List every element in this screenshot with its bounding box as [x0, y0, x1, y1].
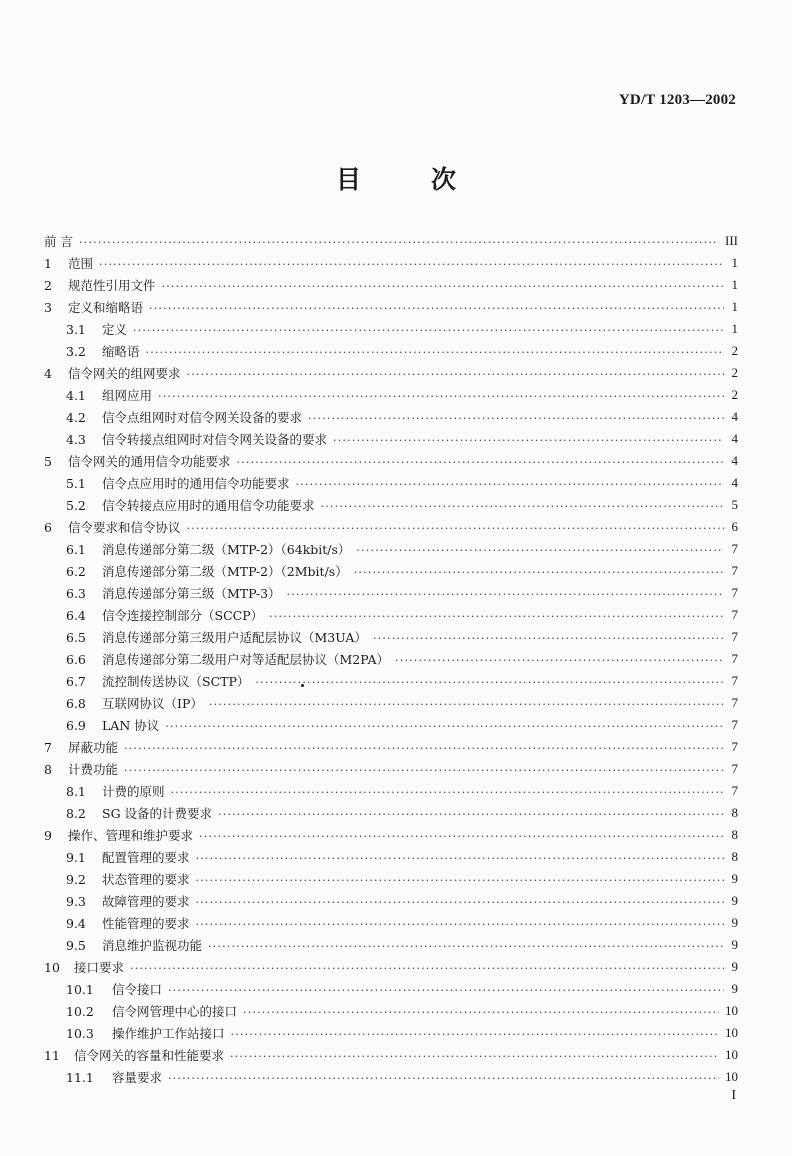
toc-entry-label: 操作、管理和维护要求	[68, 828, 194, 843]
toc-entry-number: 9.5	[66, 937, 86, 953]
toc-entry[interactable]	[44, 626, 738, 648]
toc-leader-dots	[187, 368, 724, 381]
toc-entry-page: 7	[731, 761, 738, 776]
toc-entry-page: 1	[731, 255, 738, 270]
toc-leader-dots	[308, 412, 724, 425]
toc-entry-page: 7	[731, 651, 738, 666]
toc-entry-number: 10.2	[66, 1003, 94, 1019]
toc-entry-label: 消息传递部分第三级（MTP-3）	[102, 586, 281, 601]
toc-entry-number: 9.1	[66, 849, 86, 865]
toc-entry[interactable]	[44, 692, 738, 714]
toc-leader-dots	[196, 896, 724, 909]
toc-entry-number: 11	[44, 1047, 60, 1063]
toc-entry-number: 9.2	[66, 871, 86, 887]
toc-entry[interactable]	[44, 1044, 738, 1066]
toc-entry[interactable]	[44, 758, 738, 780]
toc-entry-number: 4.2	[66, 409, 86, 425]
toc-entry-number: 10	[44, 959, 60, 975]
toc-entry-page: 7	[731, 541, 738, 556]
toc-entry-number: 5.1	[66, 475, 86, 491]
toc-entry-number: 4	[44, 365, 52, 381]
toc-entry[interactable]	[44, 912, 738, 934]
toc-entry[interactable]	[44, 802, 738, 824]
toc-entry[interactable]	[44, 736, 738, 758]
toc-entry-page: 7	[731, 563, 738, 578]
toc-entry-label: 流控制传送协议（SCTP）	[102, 674, 250, 689]
toc-entry-number: 5	[44, 453, 52, 469]
toc-entry-label: 信令网关的组网要求	[68, 366, 181, 381]
toc-entry-label: 消息传递部分第三级用户适配层协议（M3UA）	[102, 630, 367, 645]
toc-entry-number: 11.1	[66, 1069, 94, 1085]
toc-entry-page: 8	[731, 827, 738, 842]
toc-leader-dots	[187, 522, 724, 535]
toc-entry-page: 4	[731, 475, 738, 490]
toc-entry[interactable]	[44, 780, 738, 802]
toc-entry[interactable]	[44, 648, 738, 670]
toc-entry[interactable]	[44, 670, 738, 692]
toc-leader-dots	[356, 544, 724, 557]
toc-entry[interactable]	[44, 1000, 738, 1022]
toc-entry-page: 7	[731, 673, 738, 688]
toc-entry-number: 6.8	[66, 695, 86, 711]
toc-entry-number: 8.1	[66, 783, 86, 799]
toc-entry-label: 范围	[68, 256, 94, 271]
toc-entry[interactable]	[44, 450, 738, 472]
toc-entry[interactable]	[44, 846, 738, 868]
toc-entry-number: 8.2	[66, 805, 86, 821]
toc-entry[interactable]	[44, 934, 738, 956]
toc-entry-number: 6.6	[66, 651, 86, 667]
toc-entry-number: 6.7	[66, 673, 86, 689]
toc-entry-number: 6.9	[66, 717, 86, 733]
toc-entry-number: 4.3	[66, 431, 86, 447]
toc-entry-label: 消息维护监视功能	[102, 938, 203, 953]
toc-entry[interactable]	[44, 868, 738, 890]
toc-entry[interactable]	[44, 274, 738, 296]
toc-entry-label: 性能管理的要求	[102, 916, 190, 931]
toc-leader-dots	[146, 346, 724, 359]
toc-entry-page: 8	[731, 805, 738, 820]
toc-entry-page: 7	[731, 695, 738, 710]
toc-entry-page: 8	[731, 849, 738, 864]
toc-entry-page: 9	[731, 893, 738, 908]
toc-entry-page: 10	[725, 1069, 738, 1084]
toc-leader-dots	[196, 852, 724, 865]
toc-entry-number: 4.1	[66, 387, 86, 403]
toc-entry-label: 信令点组网时对信令网关设备的要求	[102, 410, 303, 425]
toc-entry[interactable]	[44, 296, 738, 318]
toc-entry-page: 4	[731, 431, 738, 446]
toc-entry[interactable]	[44, 1066, 738, 1088]
toc-leader-dots	[255, 676, 724, 689]
toc-leader-dots	[269, 610, 724, 623]
toc-entry-label: 信令转接点组网时对信令网关设备的要求	[102, 432, 328, 447]
toc-entry[interactable]	[44, 1022, 738, 1044]
toc-entry-label: 定义	[102, 322, 128, 337]
toc-entry-label: 信令连接控制部分（SCCP）	[102, 608, 264, 623]
toc-entry-page: 7	[731, 607, 738, 622]
toc-entry-number: 2	[44, 277, 52, 293]
toc-entry[interactable]	[44, 384, 738, 406]
toc-entry-number: 7	[44, 739, 52, 755]
toc-entry-page: 2	[731, 387, 738, 402]
toc-entry-page: 2	[731, 343, 738, 358]
toc-entry-page: 9	[731, 871, 738, 886]
toc-entry-page: 7	[731, 629, 738, 644]
toc-entry[interactable]	[44, 516, 738, 538]
scan-speck	[301, 684, 304, 687]
toc-entry-number: 10.1	[66, 981, 94, 997]
toc-leader-dots	[218, 808, 724, 821]
toc-entry-number: 3	[44, 299, 52, 315]
toc-entry-label: 消息传递部分第二级（MTP-2）（64kbit/s）	[102, 542, 351, 557]
toc-entry[interactable]	[44, 560, 738, 582]
toc-entry-label: 操作维护工作站接口	[112, 1026, 225, 1041]
toc-entry-number: 6.3	[66, 585, 86, 601]
toc-entry-number: 3.1	[66, 321, 86, 337]
toc-leader-dots	[199, 830, 724, 843]
toc-leader-dots	[124, 742, 724, 755]
toc-entry-label: 容量要求	[112, 1070, 163, 1085]
toc-entry-number: 6	[44, 519, 52, 535]
toc-entry-page: 9	[731, 959, 738, 974]
toc-leader-dots	[133, 324, 724, 337]
toc-entry-page: 7	[731, 739, 738, 754]
toc-entry-page: 9	[731, 915, 738, 930]
title-char-1: 目	[335, 165, 361, 194]
toc-entry-number: 6.5	[66, 629, 86, 645]
toc-entry-label: 信令转接点应用时的通用信令功能要求	[102, 498, 315, 513]
toc-entry-label: 互联网协议（IP）	[102, 696, 203, 711]
toc-entry-label: LAN 协议	[102, 718, 160, 733]
toc-entry[interactable]	[44, 428, 738, 450]
toc-entry-page: 4	[731, 409, 738, 424]
toc-entry[interactable]	[44, 494, 738, 516]
toc-entry-label: 配置管理的要求	[102, 850, 190, 865]
toc-entry-label: SG 设备的计费要求	[102, 806, 213, 821]
toc-entry-label: 计费功能	[68, 762, 119, 777]
toc-leader-dots	[99, 258, 724, 271]
toc-leader-dots	[237, 456, 724, 469]
toc-entry-label: 状态管理的要求	[102, 872, 190, 887]
toc-entry[interactable]	[44, 340, 738, 362]
toc-leader-dots	[168, 984, 724, 997]
toc-entry[interactable]	[44, 230, 738, 252]
toc-entry-page: 10	[725, 1047, 738, 1062]
toc-leader-dots	[230, 1050, 719, 1063]
toc-entry[interactable]	[44, 318, 738, 340]
toc-leader-dots	[373, 632, 724, 645]
toc-leader-dots	[321, 500, 724, 513]
toc-leader-dots	[165, 720, 724, 733]
toc-entry-number: 3.2	[66, 343, 86, 359]
toc-entry-number: 5.2	[66, 497, 86, 513]
toc-entry-page: 7	[731, 783, 738, 798]
toc-entry-label: 信令接口	[112, 982, 163, 997]
toc-entry-number: 6.4	[66, 607, 86, 623]
toc-entry[interactable]	[44, 362, 738, 384]
toc-leader-dots	[130, 962, 724, 975]
toc-entry[interactable]	[44, 604, 738, 626]
toc-leader-dots	[162, 280, 724, 293]
toc-entry-label: 消息传递部分第二级（MTP-2）（2Mbit/s）	[102, 564, 348, 579]
title-char-2: 次	[431, 165, 457, 194]
toc-entry-label: 接口要求	[74, 960, 125, 975]
toc-leader-dots	[79, 236, 719, 249]
toc-entry[interactable]	[44, 824, 738, 846]
toc-entry-page: 1	[731, 299, 738, 314]
toc-entry-page: III	[725, 233, 738, 248]
toc-entry-number: 1	[44, 255, 52, 271]
toc-leader-dots	[333, 434, 724, 447]
toc-leader-dots	[158, 390, 724, 403]
toc-entry-page: 9	[731, 937, 738, 952]
toc-entry-page: 4	[731, 453, 738, 468]
toc-leader-dots	[231, 1028, 719, 1041]
toc-entry-label: 计费的原则	[102, 784, 165, 799]
toc-entry-page: 9	[731, 981, 738, 996]
toc-entry[interactable]	[44, 406, 738, 428]
toc-entry-label: 缩略语	[102, 344, 140, 359]
toc-entry-label: 规范性引用文件	[68, 278, 156, 293]
toc-leader-dots	[196, 918, 724, 931]
toc-entry-number: 10.3	[66, 1025, 94, 1041]
toc-entry-page: 10	[725, 1003, 738, 1018]
toc-entry-label: 信令点应用时的通用信令功能要求	[102, 476, 290, 491]
toc-leader-dots	[395, 654, 724, 667]
toc-entry[interactable]	[44, 890, 738, 912]
toc-entry[interactable]	[44, 472, 738, 494]
toc-leader-dots	[208, 940, 724, 953]
toc-entry-page: 1	[731, 321, 738, 336]
toc-entry-number: 6.2	[66, 563, 86, 579]
toc-entry[interactable]	[44, 252, 738, 274]
page-title	[0, 160, 792, 196]
toc-entry[interactable]	[44, 956, 738, 978]
toc-leader-dots	[287, 588, 724, 601]
toc-leader-dots	[196, 874, 724, 887]
toc-leader-dots	[168, 1072, 719, 1085]
toc-leader-dots	[243, 1006, 719, 1019]
toc-entry-label: 故障管理的要求	[102, 894, 190, 909]
toc-entry[interactable]	[44, 714, 738, 736]
toc-entry-page: 1	[731, 277, 738, 292]
toc-leader-dots	[149, 302, 724, 315]
toc-leader-dots	[171, 786, 724, 799]
toc-entry-label: 组网应用	[102, 388, 153, 403]
toc-entry-number: 6.1	[66, 541, 86, 557]
table-of-contents	[44, 230, 738, 1088]
toc-leader-dots	[209, 698, 724, 711]
toc-entry-page: 10	[725, 1025, 738, 1040]
toc-entry-number: 前 言	[44, 234, 73, 249]
toc-entry-page: 7	[731, 717, 738, 732]
toc-entry-label: 信令网关的容量和性能要求	[74, 1048, 225, 1063]
toc-entry-number: 9	[44, 827, 52, 843]
toc-entry[interactable]	[44, 978, 738, 1000]
toc-entry-number: 9.4	[66, 915, 86, 931]
toc-leader-dots	[354, 566, 724, 579]
toc-entry-page: 2	[731, 365, 738, 380]
toc-entry-page: 7	[731, 585, 738, 600]
toc-entry-number: 9.3	[66, 893, 86, 909]
toc-entry-label: 消息传递部分第二级用户对等适配层协议（M2PA）	[102, 652, 390, 667]
toc-entry-page: 6	[731, 519, 738, 534]
toc-entry-label: 信令网关的通用信令功能要求	[68, 454, 231, 469]
toc-entry-label: 信令要求和信令协议	[68, 520, 181, 535]
toc-entry[interactable]	[44, 538, 738, 560]
toc-leader-dots	[124, 764, 724, 777]
toc-entry-number: 8	[44, 761, 52, 777]
page-number: I	[731, 1088, 736, 1103]
standard-code: YD/T 1203—2002	[618, 92, 736, 108]
toc-entry[interactable]	[44, 582, 738, 604]
toc-entry-label: 定义和缩略语	[68, 300, 144, 315]
toc-leader-dots	[296, 478, 724, 491]
toc-entry-page: 5	[731, 497, 738, 512]
toc-entry-label: 信令网管理中心的接口	[112, 1004, 238, 1019]
toc-entry-label: 屏蔽功能	[68, 740, 119, 755]
